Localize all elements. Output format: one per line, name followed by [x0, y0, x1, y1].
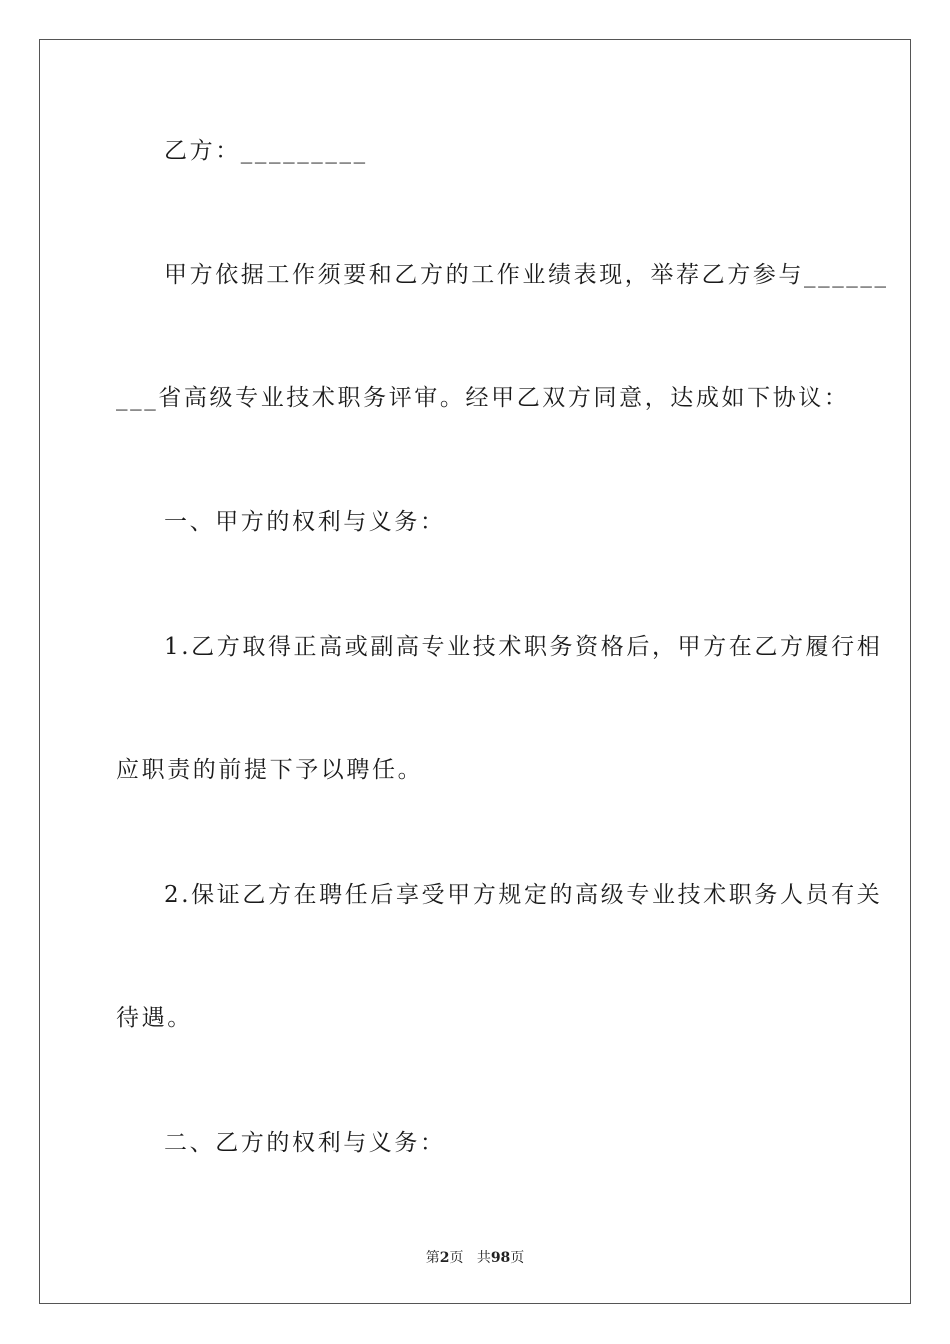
footer-page-prefix: 第	[425, 1250, 440, 1266]
clause-1-line-2: 应职责的前提下予以聘任。	[116, 757, 424, 783]
section-two-heading: 二、乙方的权利与义务：	[164, 1130, 446, 1156]
footer-page-number: 2	[439, 1250, 450, 1266]
footer-total-pages: 98	[490, 1250, 511, 1266]
footer-page-suffix: 页	[449, 1250, 464, 1266]
clause-2-line-1: 2.保证乙方在聘任后享受甲方规定的高级专业技术职务人员有关	[164, 882, 883, 908]
page-frame	[39, 39, 911, 1304]
section-one-heading: 一、甲方的权利与义务：	[164, 509, 446, 535]
footer-total-suffix: 页	[510, 1250, 525, 1266]
paragraph-intro-line-1: 甲方依据工作须要和乙方的工作业绩表现，举荐乙方参与______	[164, 262, 889, 288]
paragraph-intro-line-2: ___省高级专业技术职务评审。经甲乙双方同意，达成如下协议：	[116, 385, 850, 411]
clause-1-line-1: 1.乙方取得正高或副高专业技术职务资格后，甲方在乙方履行相	[164, 634, 883, 660]
party-b-line: 乙方：_________	[164, 138, 368, 164]
page-footer	[0, 1247, 950, 1267]
clause-2-line-2: 待遇。	[116, 1005, 193, 1031]
footer-total-prefix: 共	[476, 1250, 491, 1266]
